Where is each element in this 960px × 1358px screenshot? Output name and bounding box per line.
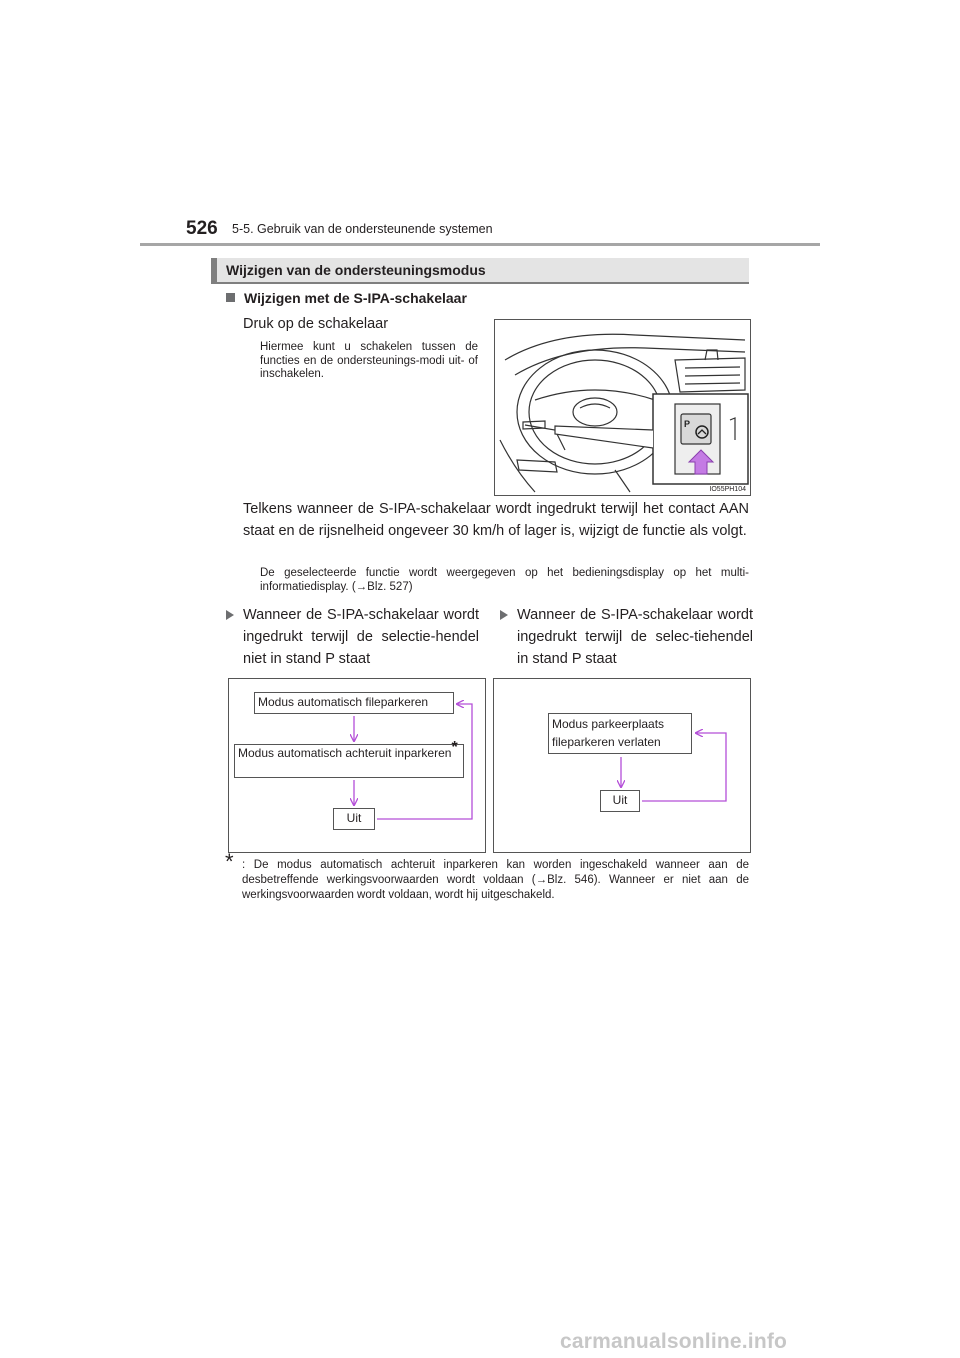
page-number: 526 [186, 218, 218, 239]
triangle-bullet-icon [226, 610, 234, 620]
sub-heading-text: Wijzigen met de S-IPA-schakelaar [244, 290, 467, 306]
flow-panel-right [493, 678, 751, 853]
mode-reverse-label: Modus automatisch achteruit inparkeren [238, 746, 452, 760]
instruction-note: Hiermee kunt u schakelen tussen de functies en de ondersteunings-modi uit- of inschakelen. [260, 341, 478, 380]
section-heading: Wijzigen van de ondersteuningsmodus [226, 262, 486, 278]
footnote-text: : De modus automatisch achteruit inparkeren kan worden ingeschakeld wanneer aan de desbetreffende werkingsvoorwaarden wordt voldaan (→Blz. 546). Wanneer er niet aan de werkingsvoorwaarden wordt voldaan, wordt hij uitgeschakeld. [242, 859, 749, 901]
case-in-p [517, 604, 753, 670]
header-divider [140, 243, 820, 246]
steering-wheel-illustration [494, 319, 751, 496]
footnote-star: * [225, 849, 234, 874]
mode-off-left: Uit [333, 808, 375, 830]
square-bullet-icon [226, 293, 235, 302]
instruction-text: Druk op de schakelaar [243, 316, 389, 332]
watermark: carmanualsonline.info [560, 1330, 788, 1353]
mode-exit-parallel-parking: Modus parkeerplaats fileparkeren verlaten [548, 713, 692, 754]
case-right-text: Wanneer de S-IPA-schakelaar wordt ingedrukt terwijl de selec-tiehendel in stand P staat [517, 607, 753, 667]
triangle-bullet-icon [500, 610, 508, 620]
illustration-code: IO55PH104 [709, 486, 746, 493]
mode-auto-parallel-parking: Modus automatisch fileparkeren [254, 692, 454, 714]
sub-heading [226, 290, 467, 306]
heading-accent-tab [211, 258, 217, 282]
footnote [225, 849, 749, 903]
mode-off-right: Uit [600, 790, 640, 812]
p-switch-label: P [684, 419, 691, 429]
case-left-text: Wanneer de S-IPA-schakelaar wordt ingedrukt terwijl de selectie-hendel niet in stand P staat [243, 607, 479, 667]
case-not-in-p [243, 604, 479, 670]
mode-auto-reverse-parking [234, 739, 464, 778]
paragraph-note: De geselecteerde functie wordt weergegeven op het bedieningsdisplay op het multi-informatiedisplay. (→Blz. 527) [260, 567, 749, 593]
footnote-mark: * [451, 739, 458, 756]
body-paragraph: Telkens wanneer de S-IPA-schakelaar wordt ingedrukt terwijl het contact AAN staat en de rijsnelheid ongeveer 30 km/h of lager is, wijzigt de functie als volgt. [243, 501, 749, 539]
section-title: 5-5. Gebruik van de ondersteunende systemen [232, 222, 493, 236]
section-heading-bar [211, 258, 749, 284]
dashboard-drawing [495, 320, 750, 495]
